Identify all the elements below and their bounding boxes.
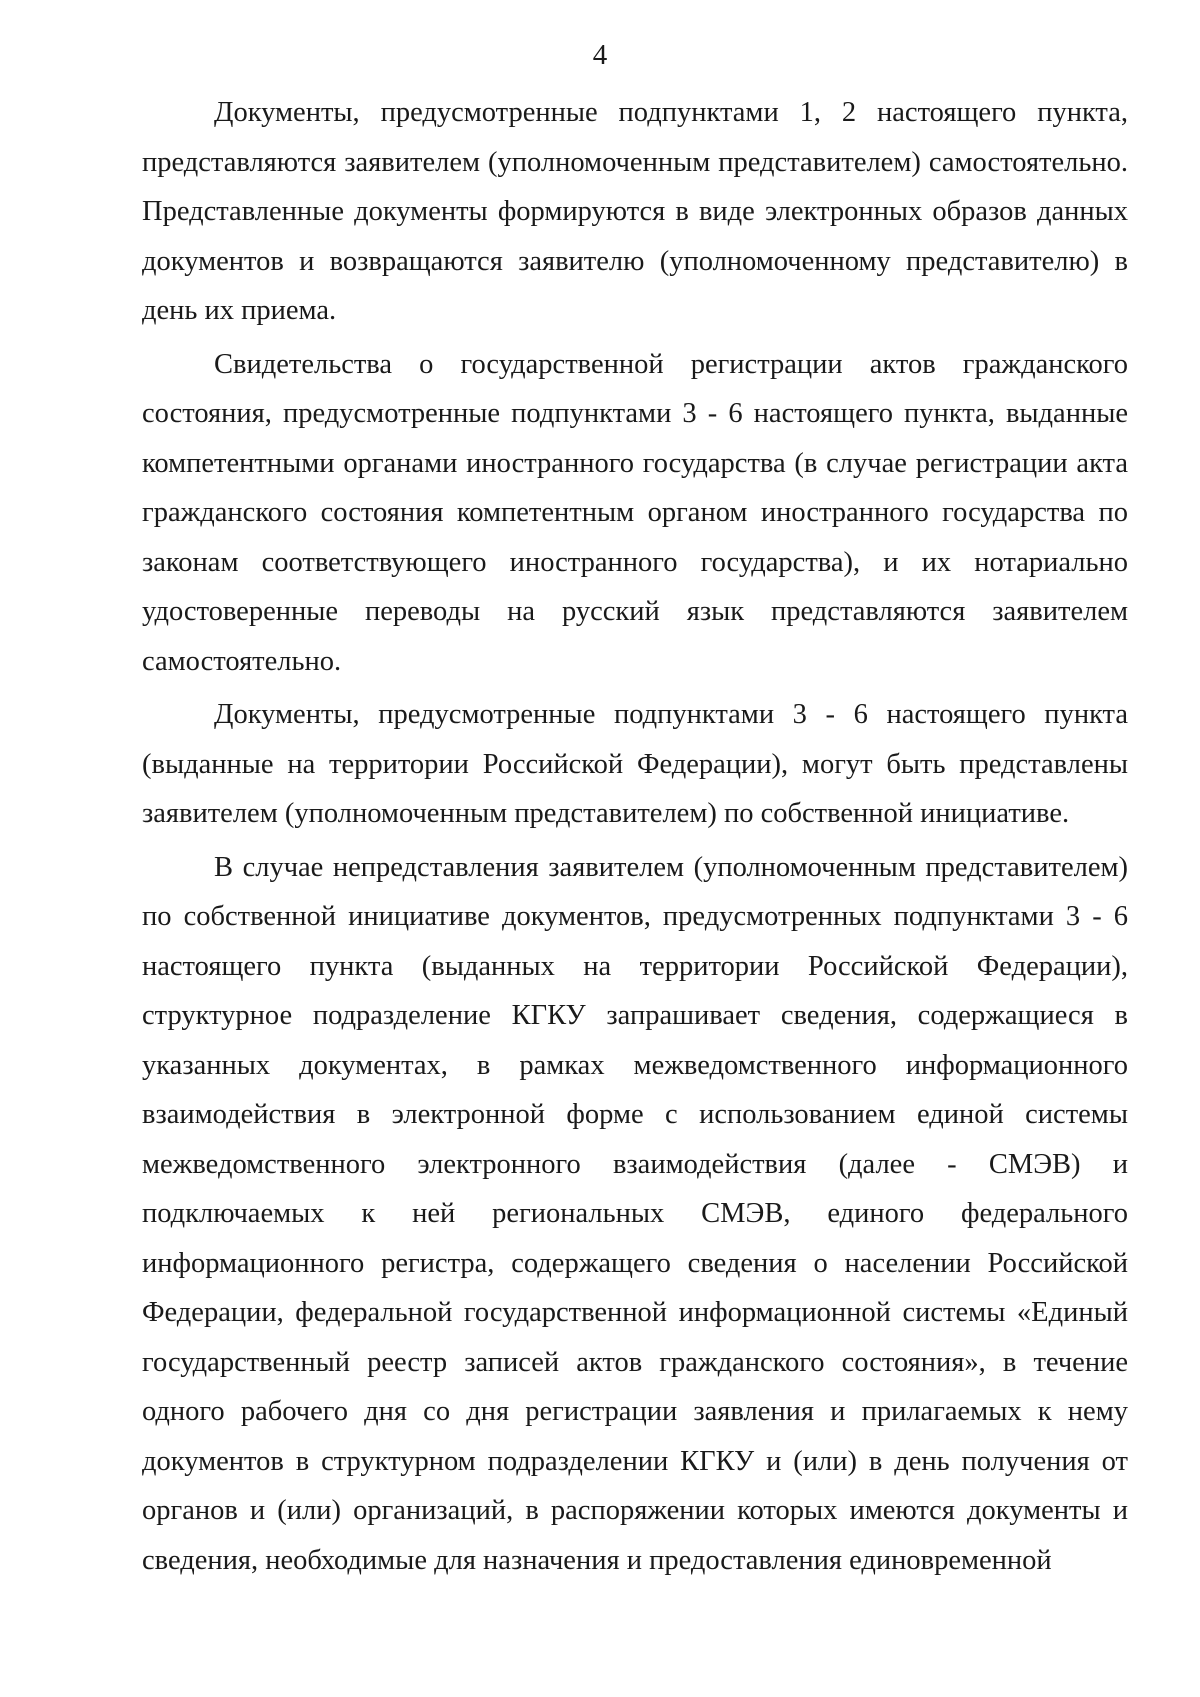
paragraph-documents-1-2: Документы, предусмотренные подпунктами 1, 2 настоящего пункта, представляются заявителем (уполномоченным представителем) самостоятельно. Представленные документы формируются в виде электронных образов данных документов и возвращаются заявителю (уполномоченному представителю) в день их приема.	[142, 97, 1128, 326]
paragraph-interagency-request: В случае непредставления заявителем (уполномоченным представителем) по собственной инициативе документов, предусмотренных подпунктами 3 - 6 настоящего пункта (выданных на территории Российской Федерации), структурное подразделение КГКУ запрашивает сведения, содержащиеся в указанных документах, в рамках межведомственного информационного взаимодействия в электронной форме с использованием единой системы межведомственного электронного взаимодействия (далее - СМЭВ) и подключаемых к ней региональных СМЭВ, единого федерального информационного регистра, содержащего сведения о населении Российской Федерации, федеральной государственной информационной системы «Единый государственный реестр записей актов гражданского состояния», в течение одного рабочего дня со дня регистрации заявления и прилагаемых к нему документов в структурном подразделении КГКУ и (или) в день получения от органов и (или) организаций, в распоряжении которых имеются документы и сведения, необходимые для назначения и предоставления единовременной	[142, 851, 1128, 1576]
paragraph-documents-3-6: Документы, предусмотренные подпунктами 3 - 6 настоящего пункта (выданные на территории Российской Федерации), могут быть представлены заявителем (уполномоченным представителем) по собственной инициативе.	[142, 699, 1128, 829]
page-number: 4	[592, 39, 608, 71]
document-body	[142, 88, 1128, 1589]
paragraph-foreign-certificates: Свидетельства о государственной регистрации актов гражданского состояния, предусмотренные подпунктами 3 - 6 настоящего пункта, выданные компетентными органами иностранного государства (в случае регистрации акта гражданского состояния компетентным органом иностранного государства по законам соответствующего иностранного государства), и их нотариально удостоверенные переводы на русский язык представляются заявителем самостоятельно.	[142, 348, 1128, 677]
